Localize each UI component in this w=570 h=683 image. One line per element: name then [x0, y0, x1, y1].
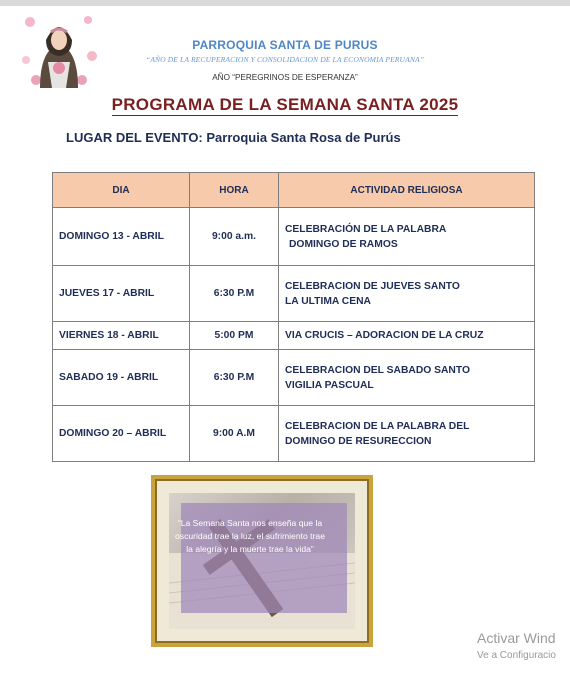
framed-quote-picture	[151, 475, 373, 647]
activity-line-1: CELEBRACION DE JUEVES SANTO	[285, 280, 460, 292]
cell-hora: 6:30 P.M	[190, 350, 279, 406]
cell-actividad	[279, 208, 535, 266]
saint-rose-portrait-icon	[18, 10, 100, 90]
cell-hora: 6:30 P.M	[190, 266, 279, 322]
cell-hora: 9:00 A.M	[190, 406, 279, 462]
schedule-table	[52, 172, 535, 462]
jubilee-year-name: AÑO “PEREGRINOS DE ESPERANZA”	[212, 73, 358, 82]
table-header-row	[53, 173, 535, 208]
cell-actividad	[279, 266, 535, 322]
column-header-hora: HORA	[190, 173, 279, 208]
cell-actividad	[279, 322, 535, 350]
cross-on-bible-picture	[169, 493, 355, 629]
column-header-actividad: ACTIVIDAD RELIGIOSA	[279, 173, 535, 208]
activity-line-1: VIA CRUCIS – ADORACION DE LA CRUZ	[285, 330, 484, 341]
event-location: LUGAR DEL EVENTO: Parroquia Santa Rosa de Purús	[66, 130, 401, 145]
top-bar	[0, 0, 570, 6]
activity-line-2: VIGILIA PASCUAL	[285, 379, 374, 391]
activation-watermark-title: Activar Wind	[477, 630, 556, 646]
cell-dia: DOMINGO 13 - ABRIL	[53, 208, 190, 266]
activity-line-2: DOMINGO DE RESURECCION	[285, 435, 432, 447]
table-row	[53, 266, 535, 322]
cell-dia: SABADO 19 - ABRIL	[53, 350, 190, 406]
table-row	[53, 322, 535, 350]
activity-line-2: DOMINGO DE RAMOS	[289, 238, 398, 250]
activity-line-2: LA ULTIMA CENA	[285, 295, 371, 307]
table-row	[53, 406, 535, 462]
cell-hora: 9:00 a.m.	[190, 208, 279, 266]
column-header-dia: DIA	[53, 173, 190, 208]
page-title: PROGRAMA DE LA SEMANA SANTA 2025	[111, 95, 459, 114]
quote-text: “La Semana Santa nos enseña que la oscuridad trae la luz, el sufrimiento trae la alegría y la muerte trae la vida”	[175, 518, 325, 554]
activity-line-1: CELEBRACIÓN DE LA PALABRA	[285, 223, 447, 235]
year-motto: “AÑO DE LA RECUPERACION Y CONSOLIDACION DE LA ECONOMIA PERUANA”	[145, 55, 425, 64]
cell-dia: DOMINGO 20 – ABRIL	[53, 406, 190, 462]
activation-watermark-subtitle: Ve a Configuracio	[477, 650, 556, 661]
activity-line-1: CELEBRACION DEL SABADO SANTO	[285, 364, 470, 376]
table-row	[53, 350, 535, 406]
parish-name: PARROQUIA SANTA DE PURUS	[192, 38, 378, 52]
table-row	[53, 208, 535, 266]
activity-line-1: CELEBRACION DE LA PALABRA DEL	[285, 420, 470, 432]
cell-actividad	[279, 406, 535, 462]
cell-hora: 5:00 PM	[190, 322, 279, 350]
cell-dia: JUEVES 17 - ABRIL	[53, 266, 190, 322]
cell-dia: VIERNES 18 - ABRIL	[53, 322, 190, 350]
cell-actividad	[279, 350, 535, 406]
